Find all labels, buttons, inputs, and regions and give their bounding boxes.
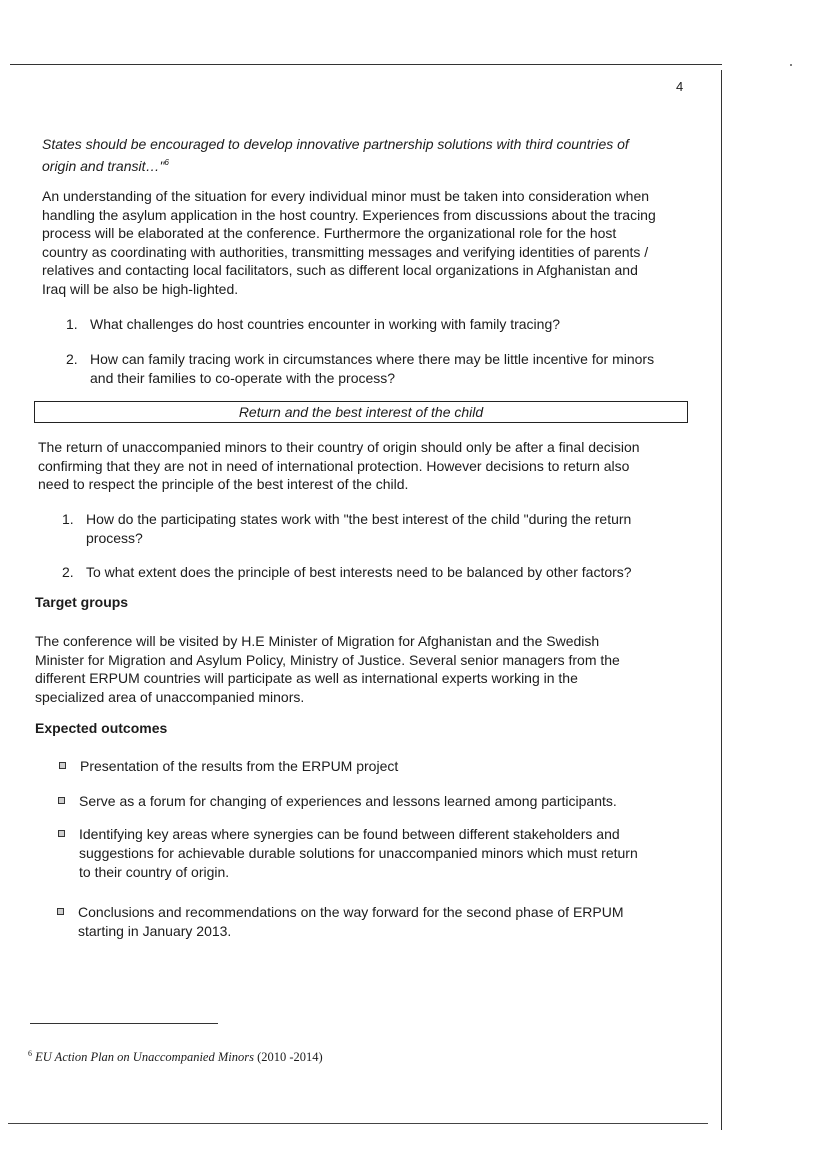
section-title-box [34, 401, 688, 423]
paragraph-line: confirming that they are not in need of international protection. However decisions to return also [38, 457, 630, 474]
quote-line-text: origin and transit…" [42, 157, 165, 174]
question-text [86, 563, 632, 582]
question-line: process? [86, 529, 143, 546]
footnote-number: 6 [28, 1049, 32, 1058]
paragraph-line: different ERPUM countries will participate as well as international experts working in the [35, 670, 578, 687]
paragraph-line: Iraq will be also be high-lighted. [42, 280, 239, 297]
outcome-text [78, 903, 624, 941]
target-groups-paragraph [35, 632, 620, 706]
bullet-icon [57, 796, 65, 804]
footnote-rule [30, 1023, 218, 1024]
outcome-text [80, 757, 398, 776]
question-line: How can family tracing work in circumstances where there may be little incentive for minors [90, 351, 655, 367]
outcome-line: Conclusions and recommendations on the way forward for the second phase of ERPUM [78, 904, 624, 920]
target-groups-heading: Target groups [35, 594, 129, 610]
paragraph-line: specialized area of unaccompanied minors. [35, 688, 305, 705]
outcome-line: suggestions for achievable durable solutions for unaccompanied minors which must return [79, 845, 638, 861]
paragraph-line: The return of unaccompanied minors to their country of origin should only be after a final decision [38, 439, 640, 455]
page-frame-top-line [10, 64, 722, 65]
paragraph-line: Minister for Migration and Asylum Policy, Ministry of Justice. Several senior managers from the [35, 651, 620, 668]
return-paragraph [38, 438, 640, 494]
tracing-paragraph [42, 187, 656, 299]
footnote-title: EU Action Plan on Unaccompanied Minors [35, 1050, 254, 1064]
paragraph-line: relatives and contacting local facilitators, such as different local organizations in Afghanistan and [42, 262, 638, 279]
quote-line [42, 154, 629, 176]
outcome-line: starting in January 2013. [78, 923, 232, 939]
question-number: 2. [62, 564, 74, 580]
bullet-icon [56, 907, 64, 915]
paragraph-line: An understanding of the situation for every individual minor must be taken into consideration when [42, 188, 650, 204]
bullet-icon [57, 829, 65, 837]
paragraph-line: need to respect the principle of the best interest of the child. [38, 476, 409, 493]
outcome-text [79, 792, 617, 811]
footnote-years: (2010 -2014) [253, 1050, 323, 1064]
page-frame-right-line [721, 70, 722, 1130]
outcome-line: Serve as a forum for changing of experiences and lessons learned among participants. [79, 793, 617, 809]
question-number: 2. [66, 351, 78, 367]
outcome-line: to their country of origin. [79, 864, 230, 880]
outcome-line: Identifying key areas where synergies can be found between different stakeholders and [79, 826, 620, 842]
question-line: How do the participating states work with "the best interest of the child "during the return [86, 511, 632, 527]
question-text [86, 510, 631, 547]
page-frame-bottom-line [8, 1123, 708, 1124]
bullet-icon [58, 761, 66, 769]
paragraph-line: country as coordinating with authorities, transmitting messages and verifying identities of parents / [42, 243, 649, 260]
question-line: To what extent does the principle of best interests need to be balanced by other factors? [86, 564, 632, 580]
page-number: 4 [676, 79, 684, 94]
expected-outcomes-heading: Expected outcomes [35, 720, 168, 736]
footnote [28, 1049, 323, 1065]
question-line: and their families to co-operate with the process? [90, 369, 396, 386]
question-text [90, 350, 654, 387]
question-number: 1. [62, 511, 74, 527]
paragraph-line: The conference will be visited by H.E Minister of Migration for Afghanistan and the Swedish [35, 633, 600, 649]
question-number: 1. [66, 316, 78, 332]
question-line: What challenges do host countries encounter in working with family tracing? [90, 316, 561, 332]
paragraph-line: process will be elaborated at the conference. Furthermore the organizational role for the host [42, 225, 617, 242]
footnote-ref: 6 [164, 157, 169, 167]
outcome-line: Presentation of the results from the ERPUM project [80, 758, 399, 774]
quote-line: States should be encouraged to develop innovative partnership solutions with third countries of [42, 136, 629, 152]
scan-speck [790, 64, 792, 66]
question-text [90, 315, 560, 334]
outcome-text [79, 825, 638, 882]
section-title: Return and the best interest of the child [238, 404, 484, 420]
paragraph-line: handling the asylum application in the host country. Experiences from discussions about the tracing [42, 206, 656, 223]
quote-paragraph [42, 135, 629, 175]
